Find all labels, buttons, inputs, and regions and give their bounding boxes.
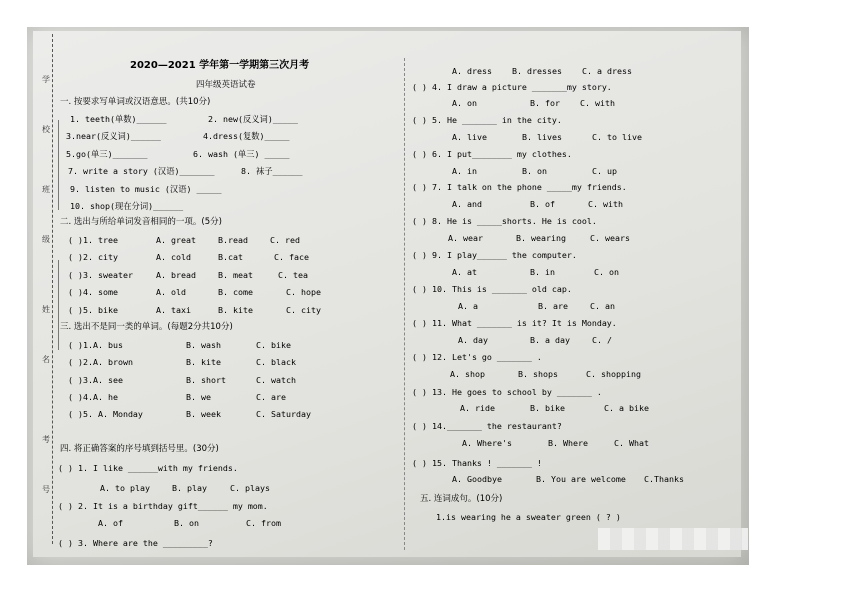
option: B. week [186, 409, 221, 419]
option: A. day [458, 335, 488, 345]
question: ( ) 14._______ the restaurant? [412, 421, 562, 431]
question-item: 8. 袜子______ [241, 166, 303, 176]
question: ( ) 3. Where are the _________? [58, 538, 213, 548]
option: B. are [538, 301, 568, 311]
question: ( ) 9. I play______ the computer. [412, 250, 577, 260]
question: ( ) 6. I put________ my clothes. [412, 149, 572, 159]
option: B.read [218, 235, 248, 245]
section-heading: 三. 选出不是同一类的单词。(每题2分共10分) [60, 322, 233, 332]
option: C. a dress [582, 66, 632, 76]
question-item: 6. wash (单三) _____ [193, 149, 290, 159]
answer-row: ( )5. A. Monday [68, 409, 143, 419]
watermark-blur [598, 528, 748, 550]
binding-char: 号 [42, 485, 50, 494]
option: A. to play [100, 483, 150, 493]
binding-char: 级 [42, 235, 50, 244]
option: A. wear [448, 233, 483, 243]
option: C. hope [286, 287, 321, 297]
option: A. in [452, 166, 477, 176]
binding-margin [40, 34, 53, 544]
option: B. wash [186, 340, 221, 350]
option: A. Where's [462, 438, 512, 448]
option: C.Thanks [644, 474, 684, 484]
option: C. on [594, 267, 619, 277]
option: B. we [186, 392, 211, 402]
option: A. dress [452, 66, 492, 76]
option: C. bike [256, 340, 291, 350]
question: ( ) 11. What _______ is it? It is Monday. [412, 318, 617, 328]
binding-char: 班 [42, 185, 50, 194]
question-item: 5.go(单三)_______ [66, 149, 148, 159]
question: ( ) 2. It is a birthday gift______ my mom. [58, 501, 268, 511]
question: ( ) 7. I talk on the phone _____my friends. [412, 182, 627, 192]
option: C. with [588, 199, 623, 209]
option: B. kite [218, 305, 253, 315]
question-item: 1. teeth(单数)______ [70, 114, 167, 124]
section-heading: 二. 选出与所给单词发音相同的一项。(5分) [60, 217, 222, 227]
option: B. short [186, 375, 226, 385]
answer-row: ( )5. bike [68, 305, 118, 315]
exam-title: 2020—2021 学年第一学期第三次月考 [130, 60, 310, 71]
question: ( ) 10. This is _______ old cap. [412, 284, 572, 294]
exam-subtitle: 四年级英语试卷 [196, 80, 256, 90]
section-heading: 四. 将正确答案的序号填到括号里。(30分) [60, 444, 219, 454]
question: 1.is wearing he a sweater green ( ? ) [436, 512, 621, 522]
question: ( ) 13. He goes to school by _______ . [412, 387, 602, 397]
option: B. on [522, 166, 547, 176]
question-item: 2. new(反义词)_____ [208, 114, 298, 124]
option: C. What [614, 438, 649, 448]
option: C. wears [590, 233, 630, 243]
option: A. great [156, 235, 196, 245]
option: B. bike [530, 403, 565, 413]
option: B. wearing [516, 233, 566, 243]
option: C. an [590, 301, 615, 311]
option: C. plays [230, 483, 270, 493]
option: C. black [256, 357, 296, 367]
binding-char: 校 [42, 125, 50, 134]
option: B. Where [548, 438, 588, 448]
option: B. in [530, 267, 555, 277]
answer-row: ( )1.A. bus [68, 340, 123, 350]
binding-char: 考 [42, 435, 50, 444]
option: B. kite [186, 357, 221, 367]
question-item: 3.near(反义词)______ [66, 131, 161, 141]
answer-row: ( )1. tree [68, 235, 118, 245]
question: ( ) 15. Thanks ! _______ ! [412, 458, 542, 468]
option: C. Saturday [256, 409, 311, 419]
option: A. shop [450, 369, 485, 379]
answer-row: ( )2. city [68, 252, 118, 262]
option: B. a day [530, 335, 570, 345]
answer-row: ( )2.A. brown [68, 357, 133, 367]
question: ( ) 5. He _______ in the city. [412, 115, 562, 125]
option: B. play [172, 483, 207, 493]
section-heading: 一. 按要求写单词或汉语意思。(共10分) [60, 97, 211, 107]
option: A. live [452, 132, 487, 142]
option: C. red [270, 235, 300, 245]
option: C. / [592, 335, 612, 345]
option: A. ride [460, 403, 495, 413]
binding-char: 名 [42, 355, 50, 364]
question-item: 4.dress(复数)_____ [203, 131, 290, 141]
option: C. from [246, 518, 281, 528]
option: A. Goodbye [452, 474, 502, 484]
answer-row: ( )4.A. he [68, 392, 118, 402]
answer-row: ( )3. sweater [68, 270, 133, 280]
option: C. to live [592, 132, 642, 142]
option: C. a bike [604, 403, 649, 413]
option: B. for [530, 98, 560, 108]
question: ( ) 8. He is _____shorts. He is cool. [412, 216, 597, 226]
option: A. bread [156, 270, 196, 280]
option: A. old [156, 287, 186, 297]
binding-char: 学 [42, 75, 50, 84]
question-item: 7. write a story (汉语)_______ [68, 166, 215, 176]
option: B. come [218, 287, 253, 297]
option: C. watch [256, 375, 296, 385]
section-heading: 五. 连词成句。(10分) [420, 494, 503, 504]
answer-row: ( )4. some [68, 287, 118, 297]
answer-row: ( )3.A. see [68, 375, 123, 385]
option: A. a [458, 301, 478, 311]
option: B. dresses [512, 66, 562, 76]
column-divider [404, 58, 406, 550]
binding-line [58, 120, 59, 210]
option: A. at [452, 267, 477, 277]
option: B. of [530, 199, 555, 209]
option: A. of [98, 518, 123, 528]
binding-line [58, 260, 59, 350]
option: B. shops [518, 369, 558, 379]
option: B. lives [522, 132, 562, 142]
question: ( ) 1. I like ______with my friends. [58, 463, 238, 473]
option: C. face [274, 252, 309, 262]
question: ( ) 12. Let's go _______ . [412, 352, 542, 362]
option: C. with [580, 98, 615, 108]
binding-char: 姓 [42, 305, 50, 314]
option: A. taxi [156, 305, 191, 315]
question-item: 10. shop(现在分词)______ [70, 201, 184, 211]
option: A. and [452, 199, 482, 209]
option: C. up [592, 166, 617, 176]
option: B. meat [218, 270, 253, 280]
exam-paper [33, 31, 741, 557]
option: A. on [452, 98, 477, 108]
option: A. cold [156, 252, 191, 262]
option: B. You are welcome [536, 474, 626, 484]
option: C. are [256, 392, 286, 402]
option: C. shopping [586, 369, 641, 379]
question: ( ) 4. I draw a picture _______my story. [412, 82, 612, 92]
option: B. on [174, 518, 199, 528]
question-item: 9. listen to music (汉语) _____ [70, 184, 222, 194]
option: C. city [286, 305, 321, 315]
option: B.cat [218, 252, 243, 262]
option: C. tea [278, 270, 308, 280]
